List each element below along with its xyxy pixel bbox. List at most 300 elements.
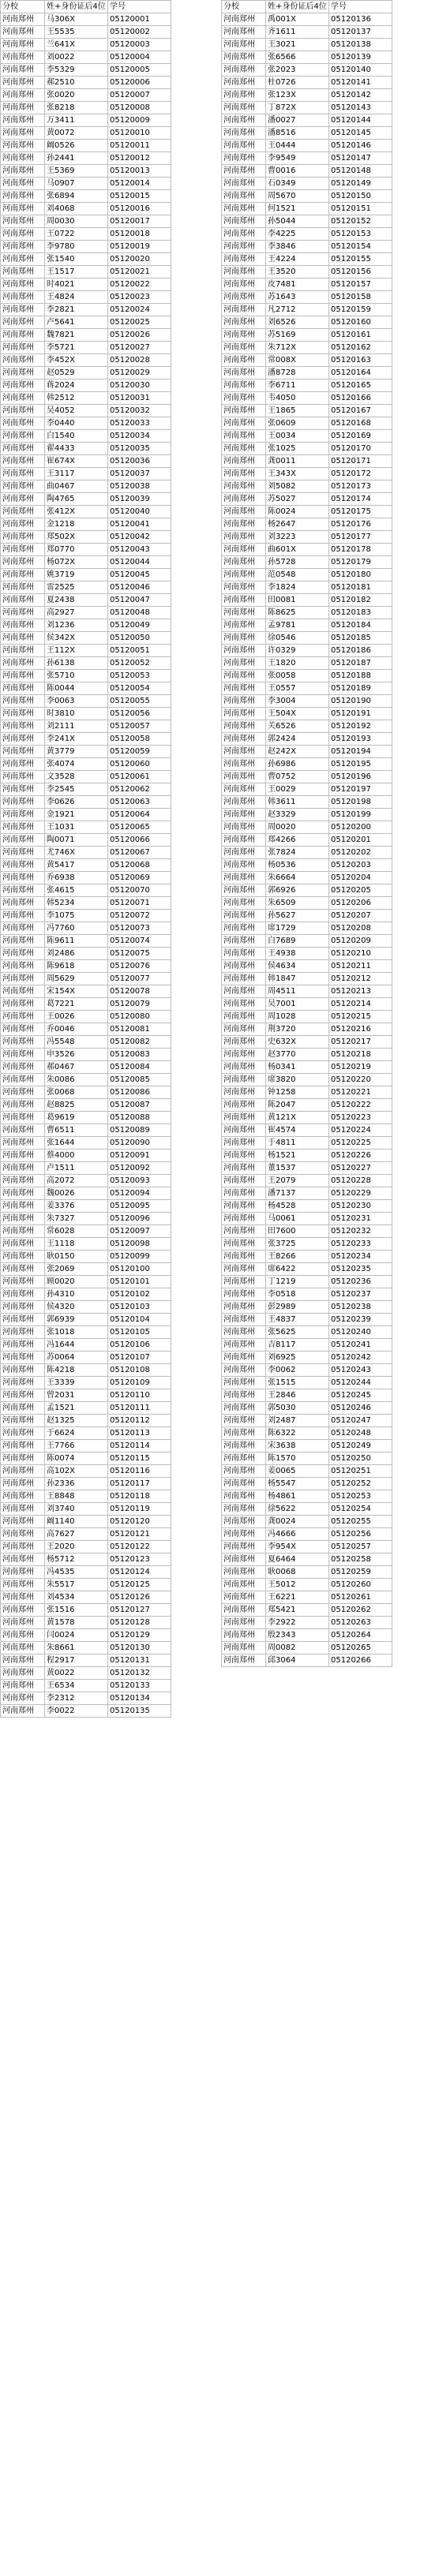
- name-id-cell: 陈9618: [45, 960, 108, 973]
- student-number-cell: 05120227: [329, 1162, 392, 1175]
- branch-cell: 河南郑州: [222, 266, 266, 279]
- table-row: [1, 178, 171, 190]
- name-id-cell: 张0058: [266, 670, 329, 682]
- name-id-cell: 阚1140: [45, 1516, 108, 1528]
- name-id-cell: 魏0026: [45, 1187, 108, 1200]
- table-row: [1, 670, 171, 682]
- student-number-cell: 05120254: [329, 1503, 392, 1516]
- branch-cell: 河南郑州: [1, 518, 45, 531]
- name-id-cell: 王343X: [266, 468, 329, 480]
- student-number-cell: 05120109: [108, 1377, 171, 1389]
- student-number-cell: 05120119: [108, 1503, 171, 1516]
- branch-cell: 河南郑州: [222, 1352, 266, 1364]
- student-number-cell: 05120255: [329, 1516, 392, 1528]
- name-id-cell: 陈0024: [266, 506, 329, 518]
- table-row: [1, 1061, 171, 1074]
- student-number-cell: 05120001: [108, 13, 171, 26]
- name-id-cell: 黄0072: [45, 127, 108, 140]
- table-row: [1, 480, 171, 493]
- table-row: [222, 304, 392, 316]
- name-id-cell: 席6422: [266, 1263, 329, 1276]
- branch-cell: 河南郑州: [1, 304, 45, 316]
- table-row: [222, 1162, 392, 1175]
- student-number-cell: 05120221: [329, 1086, 392, 1099]
- table-row: [222, 670, 392, 682]
- student-number-cell: 05120259: [329, 1566, 392, 1579]
- student-number-cell: 05120125: [108, 1579, 171, 1591]
- table-row: [222, 1654, 392, 1667]
- table-row: [1, 1566, 171, 1579]
- table-row: [1, 720, 171, 733]
- name-id-cell: 侯4320: [45, 1301, 108, 1314]
- name-id-cell: 李2312: [45, 1692, 108, 1705]
- name-id-cell: 孙2336: [45, 1478, 108, 1490]
- name-id-cell: 朱712X: [266, 342, 329, 354]
- name-id-cell: 时3810: [45, 708, 108, 720]
- branch-cell: 河南郑州: [222, 26, 266, 39]
- table-row: [1, 455, 171, 468]
- student-number-cell: 05120039: [108, 493, 171, 506]
- student-number-cell: 05120111: [108, 1402, 171, 1415]
- student-number-cell: 05120252: [329, 1478, 392, 1490]
- name-id-cell: 李0626: [45, 796, 108, 809]
- student-number-cell: 05120012: [108, 152, 171, 165]
- name-id-cell: 翟4433: [45, 443, 108, 455]
- name-id-cell: 孙5044: [266, 215, 329, 228]
- name-id-cell: 田7600: [266, 1225, 329, 1238]
- student-number-cell: 05120116: [108, 1465, 171, 1478]
- student-number-cell: 05120117: [108, 1478, 171, 1490]
- student-number-cell: 05120088: [108, 1112, 171, 1124]
- table-row: [222, 1225, 392, 1238]
- name-id-cell: 王4224: [266, 253, 329, 266]
- branch-cell: 河南郑州: [222, 1642, 266, 1654]
- branch-cell: 河南郑州: [1, 1528, 45, 1541]
- student-number-cell: 05120165: [329, 379, 392, 392]
- table-row: [1, 1654, 171, 1667]
- name-id-cell: 李1075: [45, 910, 108, 922]
- branch-cell: 河南郑州: [1, 102, 45, 114]
- name-id-cell: 冯7760: [45, 922, 108, 935]
- table-row: [222, 834, 392, 847]
- branch-cell: 河南郑州: [1, 506, 45, 518]
- branch-cell: 河南郑州: [1, 1150, 45, 1162]
- student-number-cell: 05120244: [329, 1377, 392, 1389]
- branch-cell: 河南郑州: [222, 973, 266, 985]
- branch-cell: 河南郑州: [1, 1137, 45, 1150]
- name-id-cell: 杨4528: [266, 1200, 329, 1213]
- table-row: [1, 695, 171, 708]
- name-id-cell: 李9780: [45, 241, 108, 253]
- table-row: [1, 1478, 171, 1490]
- student-number-cell: 05120256: [329, 1528, 392, 1541]
- branch-cell: 河南郑州: [222, 796, 266, 809]
- student-number-cell: 05120043: [108, 544, 171, 556]
- branch-cell: 河南郑州: [1, 1023, 45, 1036]
- student-number-cell: 05120070: [108, 884, 171, 897]
- student-number-cell: 05120034: [108, 430, 171, 443]
- branch-cell: 河南郑州: [222, 1099, 266, 1112]
- table-row: [1, 1465, 171, 1478]
- table-row: [222, 51, 392, 64]
- branch-cell: 河南郑州: [222, 1440, 266, 1453]
- branch-cell: 河南郑州: [1, 695, 45, 708]
- header-name-id: 姓+身份证后4位: [45, 1, 108, 13]
- branch-cell: 河南郑州: [222, 1541, 266, 1553]
- name-id-cell: 孟1521: [45, 1402, 108, 1415]
- name-id-cell: 王3021: [266, 39, 329, 51]
- table-row: [1, 279, 171, 291]
- table-row: [1, 746, 171, 758]
- student-number-cell: 05120155: [329, 253, 392, 266]
- branch-cell: 河南郑州: [222, 279, 266, 291]
- student-number-cell: 05120046: [108, 581, 171, 594]
- table-row: [222, 1011, 392, 1023]
- name-id-cell: 邱3064: [266, 1654, 329, 1667]
- name-id-cell: 冯4666: [266, 1528, 329, 1541]
- student-number-cell: 05120218: [329, 1049, 392, 1061]
- student-number-cell: 05120011: [108, 140, 171, 152]
- table-row: [222, 607, 392, 619]
- table-row: [222, 430, 392, 443]
- table-row: [222, 1023, 392, 1036]
- student-number-cell: 05120107: [108, 1352, 171, 1364]
- table-row: [1, 367, 171, 379]
- branch-cell: 河南郑州: [1, 645, 45, 657]
- branch-cell: 河南郑州: [1, 910, 45, 922]
- branch-cell: 河南郑州: [1, 1263, 45, 1276]
- name-id-cell: 杨5547: [266, 1478, 329, 1490]
- table-row: [1, 594, 171, 607]
- name-id-cell: 李0062: [266, 1364, 329, 1377]
- branch-cell: 河南郑州: [1, 657, 45, 670]
- table-row: [222, 1566, 392, 1579]
- branch-cell: 河南郑州: [222, 1402, 266, 1415]
- table-row: [1, 771, 171, 783]
- name-id-cell: 刘3740: [45, 1503, 108, 1516]
- branch-cell: 河南郑州: [222, 645, 266, 657]
- table-row: [222, 127, 392, 140]
- student-number-cell: 05120195: [329, 758, 392, 771]
- branch-cell: 河南郑州: [1, 1490, 45, 1503]
- student-number-cell: 05120213: [329, 985, 392, 998]
- branch-cell: 河南郑州: [222, 632, 266, 645]
- table-body-right: [222, 1, 392, 1667]
- table-row: [222, 1326, 392, 1339]
- branch-cell: 河南郑州: [1, 241, 45, 253]
- branch-cell: 河南郑州: [222, 1276, 266, 1288]
- table-row: [1, 783, 171, 796]
- student-number-cell: 05120060: [108, 758, 171, 771]
- branch-cell: 河南郑州: [222, 228, 266, 241]
- branch-cell: 河南郑州: [1, 26, 45, 39]
- student-number-cell: 05120222: [329, 1099, 392, 1112]
- name-id-cell: 曲0467: [45, 480, 108, 493]
- branch-cell: 河南郑州: [222, 682, 266, 695]
- student-number-cell: 05120040: [108, 506, 171, 518]
- student-number-cell: 05120209: [329, 935, 392, 948]
- name-id-cell: 崔4574: [266, 1124, 329, 1137]
- student-number-cell: 05120084: [108, 1061, 171, 1074]
- student-number-cell: 05120240: [329, 1326, 392, 1339]
- table-row: [222, 1591, 392, 1604]
- table-row: [222, 682, 392, 695]
- student-number-cell: 05120191: [329, 708, 392, 720]
- name-id-cell: 郑5421: [266, 1604, 329, 1617]
- student-number-cell: 05120099: [108, 1251, 171, 1263]
- student-number-cell: 05120239: [329, 1314, 392, 1326]
- name-id-cell: 郑502X: [45, 531, 108, 544]
- student-number-cell: 05120180: [329, 569, 392, 581]
- name-id-cell: 王4837: [266, 1314, 329, 1326]
- student-number-cell: 05120095: [108, 1200, 171, 1213]
- name-id-cell: 李3004: [266, 695, 329, 708]
- table-row: [222, 708, 392, 720]
- name-id-cell: 杨072X: [45, 556, 108, 569]
- table-row: [222, 215, 392, 228]
- student-number-cell: 05120235: [329, 1263, 392, 1276]
- branch-cell: 河南郑州: [1, 152, 45, 165]
- student-number-cell: 05120028: [108, 354, 171, 367]
- student-number-cell: 05120215: [329, 1011, 392, 1023]
- branch-cell: 河南郑州: [1, 872, 45, 884]
- table-row: [1, 872, 171, 884]
- branch-cell: 河南郑州: [1, 342, 45, 354]
- table-row: [1, 1591, 171, 1604]
- table-row: [222, 291, 392, 304]
- table-row: [222, 506, 392, 518]
- name-id-cell: 郝0467: [45, 1061, 108, 1074]
- name-id-cell: 张0020: [45, 89, 108, 102]
- student-number-cell: 05120168: [329, 417, 392, 430]
- table-row: [1, 1453, 171, 1465]
- branch-cell: 河南郑州: [222, 1553, 266, 1566]
- table-row: [1, 1642, 171, 1654]
- name-id-cell: 陶0071: [45, 834, 108, 847]
- table-row: [222, 367, 392, 379]
- branch-cell: 河南郑州: [222, 152, 266, 165]
- branch-cell: 河南郑州: [1, 1453, 45, 1465]
- table-row: [222, 1036, 392, 1049]
- name-id-cell: 周5629: [45, 973, 108, 985]
- name-id-cell: 王1865: [266, 405, 329, 417]
- student-number-cell: 05120230: [329, 1200, 392, 1213]
- table-row: [222, 1251, 392, 1263]
- table-row: [222, 1339, 392, 1352]
- name-id-cell: 蒋2024: [45, 379, 108, 392]
- name-id-cell: 葛7221: [45, 998, 108, 1011]
- branch-cell: 河南郑州: [222, 531, 266, 544]
- table-row: [222, 152, 392, 165]
- branch-cell: 河南郑州: [222, 1503, 266, 1516]
- student-number-cell: 05120002: [108, 26, 171, 39]
- student-number-cell: 05120257: [329, 1541, 392, 1553]
- table-row: [222, 493, 392, 506]
- table-row: [222, 1415, 392, 1427]
- branch-cell: 河南郑州: [1, 544, 45, 556]
- student-number-cell: 05120033: [108, 417, 171, 430]
- name-id-cell: 耿0068: [266, 1566, 329, 1579]
- name-id-cell: 范0548: [266, 569, 329, 581]
- student-number-cell: 05120179: [329, 556, 392, 569]
- branch-cell: 河南郑州: [1, 1377, 45, 1389]
- name-id-cell: 马306X: [45, 13, 108, 26]
- student-number-cell: 05120051: [108, 645, 171, 657]
- table-row: [1, 304, 171, 316]
- name-id-cell: 王1517: [45, 266, 108, 279]
- table-row: [222, 594, 392, 607]
- name-id-cell: 曲601X: [266, 544, 329, 556]
- branch-cell: 河南郑州: [1, 531, 45, 544]
- student-number-cell: 05120047: [108, 594, 171, 607]
- student-number-cell: 05120115: [108, 1453, 171, 1465]
- student-number-cell: 05120053: [108, 670, 171, 682]
- name-id-cell: 雷2525: [45, 581, 108, 594]
- student-number-cell: 05120126: [108, 1591, 171, 1604]
- name-id-cell: 张3725: [266, 1238, 329, 1251]
- branch-cell: 河南郑州: [222, 342, 266, 354]
- name-id-cell: 王112X: [45, 645, 108, 657]
- student-number-cell: 05120014: [108, 178, 171, 190]
- branch-cell: 河南郑州: [222, 1238, 266, 1251]
- name-id-cell: 韦4050: [266, 392, 329, 405]
- student-number-cell: 05120008: [108, 102, 171, 114]
- table-row: [222, 556, 392, 569]
- student-number-cell: 05120236: [329, 1276, 392, 1288]
- table-row: [222, 733, 392, 746]
- student-number-cell: 05120182: [329, 594, 392, 607]
- table-row: [222, 619, 392, 632]
- name-id-cell: 王3117: [45, 468, 108, 480]
- branch-cell: 河南郑州: [222, 1049, 266, 1061]
- branch-cell: 河南郑州: [222, 556, 266, 569]
- student-number-cell: 05120081: [108, 1023, 171, 1036]
- student-number-cell: 05120153: [329, 228, 392, 241]
- table-row: [222, 1427, 392, 1440]
- table-row: [222, 165, 392, 178]
- table-row: [1, 354, 171, 367]
- branch-cell: 河南郑州: [222, 1490, 266, 1503]
- table-row: [222, 1604, 392, 1617]
- student-number-cell: 05120112: [108, 1415, 171, 1427]
- student-number-cell: 05120170: [329, 443, 392, 455]
- branch-cell: 河南郑州: [222, 354, 266, 367]
- branch-cell: 河南郑州: [222, 720, 266, 733]
- table-row: [222, 190, 392, 203]
- name-id-cell: 吉8117: [266, 1339, 329, 1352]
- table-row: [222, 897, 392, 910]
- name-id-cell: 李2922: [266, 1617, 329, 1629]
- student-number-cell: 05120066: [108, 834, 171, 847]
- branch-cell: 河南郑州: [222, 910, 266, 922]
- student-number-cell: 05120192: [329, 720, 392, 733]
- table-row: [222, 1440, 392, 1453]
- branch-cell: 河南郑州: [222, 1579, 266, 1591]
- name-id-cell: 王5012: [266, 1579, 329, 1591]
- table-row: [222, 1389, 392, 1402]
- branch-cell: 河南郑州: [222, 329, 266, 342]
- branch-cell: 河南郑州: [1, 480, 45, 493]
- student-number-cell: 05120263: [329, 1617, 392, 1629]
- name-id-cell: 王0026: [45, 1011, 108, 1023]
- branch-cell: 河南郑州: [222, 468, 266, 480]
- branch-cell: 河南郑州: [222, 89, 266, 102]
- table-row: [1, 102, 171, 114]
- student-number-cell: 05120154: [329, 241, 392, 253]
- name-id-cell: 殷2343: [266, 1629, 329, 1642]
- branch-cell: 河南郑州: [1, 190, 45, 203]
- branch-cell: 河南郑州: [1, 569, 45, 581]
- student-number-cell: 05120087: [108, 1099, 171, 1112]
- table-row: [1, 607, 171, 619]
- branch-cell: 河南郑州: [222, 1175, 266, 1187]
- branch-cell: 河南郑州: [1, 1175, 45, 1187]
- name-id-cell: 周5670: [266, 190, 329, 203]
- name-id-cell: 姚3719: [45, 569, 108, 581]
- student-number-cell: 05120178: [329, 544, 392, 556]
- name-id-cell: 冯4535: [45, 1566, 108, 1579]
- table-row: [1, 266, 171, 279]
- branch-cell: 河南郑州: [1, 51, 45, 64]
- branch-cell: 河南郑州: [222, 1326, 266, 1339]
- student-number-cell: 05120266: [329, 1654, 392, 1667]
- branch-cell: 河南郑州: [222, 367, 266, 379]
- name-id-cell: 尤746X: [45, 847, 108, 859]
- student-number-cell: 05120030: [108, 379, 171, 392]
- table-row: [222, 1617, 392, 1629]
- student-number-cell: 05120247: [329, 1415, 392, 1427]
- branch-cell: 河南郑州: [222, 455, 266, 468]
- table-row: [1, 1011, 171, 1023]
- branch-cell: 河南郑州: [1, 720, 45, 733]
- table-row: [1, 1112, 171, 1124]
- name-id-cell: 文3528: [45, 771, 108, 783]
- branch-cell: 河南郑州: [1, 1402, 45, 1415]
- name-id-cell: 王0034: [266, 430, 329, 443]
- student-number-cell: 05120017: [108, 215, 171, 228]
- branch-cell: 河南郑州: [1, 1049, 45, 1061]
- name-id-cell: 赵1325: [45, 1415, 108, 1427]
- branch-cell: 河南郑州: [222, 1427, 266, 1440]
- branch-cell: 河南郑州: [222, 948, 266, 960]
- branch-cell: 河南郑州: [1, 1667, 45, 1680]
- branch-cell: 河南郑州: [1, 468, 45, 480]
- name-id-cell: 王1031: [45, 821, 108, 834]
- student-number-cell: 05120072: [108, 910, 171, 922]
- student-number-cell: 05120186: [329, 645, 392, 657]
- table-row: [222, 935, 392, 948]
- branch-cell: 河南郑州: [1, 733, 45, 746]
- student-number-cell: 05120027: [108, 342, 171, 354]
- student-number-cell: 05120128: [108, 1617, 171, 1629]
- student-number-cell: 05120201: [329, 834, 392, 847]
- name-id-cell: 朱8661: [45, 1642, 108, 1654]
- branch-cell: 河南郑州: [1, 127, 45, 140]
- table-row: [1, 1162, 171, 1175]
- name-id-cell: 刘2487: [266, 1415, 329, 1427]
- name-id-cell: 卢5641: [45, 316, 108, 329]
- table-row: [222, 1314, 392, 1326]
- name-id-cell: 张1515: [266, 1377, 329, 1389]
- table-row: [222, 1049, 392, 1061]
- student-number-cell: 05120148: [329, 165, 392, 178]
- table-row: [1, 1692, 171, 1705]
- student-number-cell: 05120188: [329, 670, 392, 682]
- table-row: [222, 872, 392, 884]
- student-number-cell: 05120062: [108, 783, 171, 796]
- table-row: [1, 1389, 171, 1402]
- table-row: [1, 1263, 171, 1276]
